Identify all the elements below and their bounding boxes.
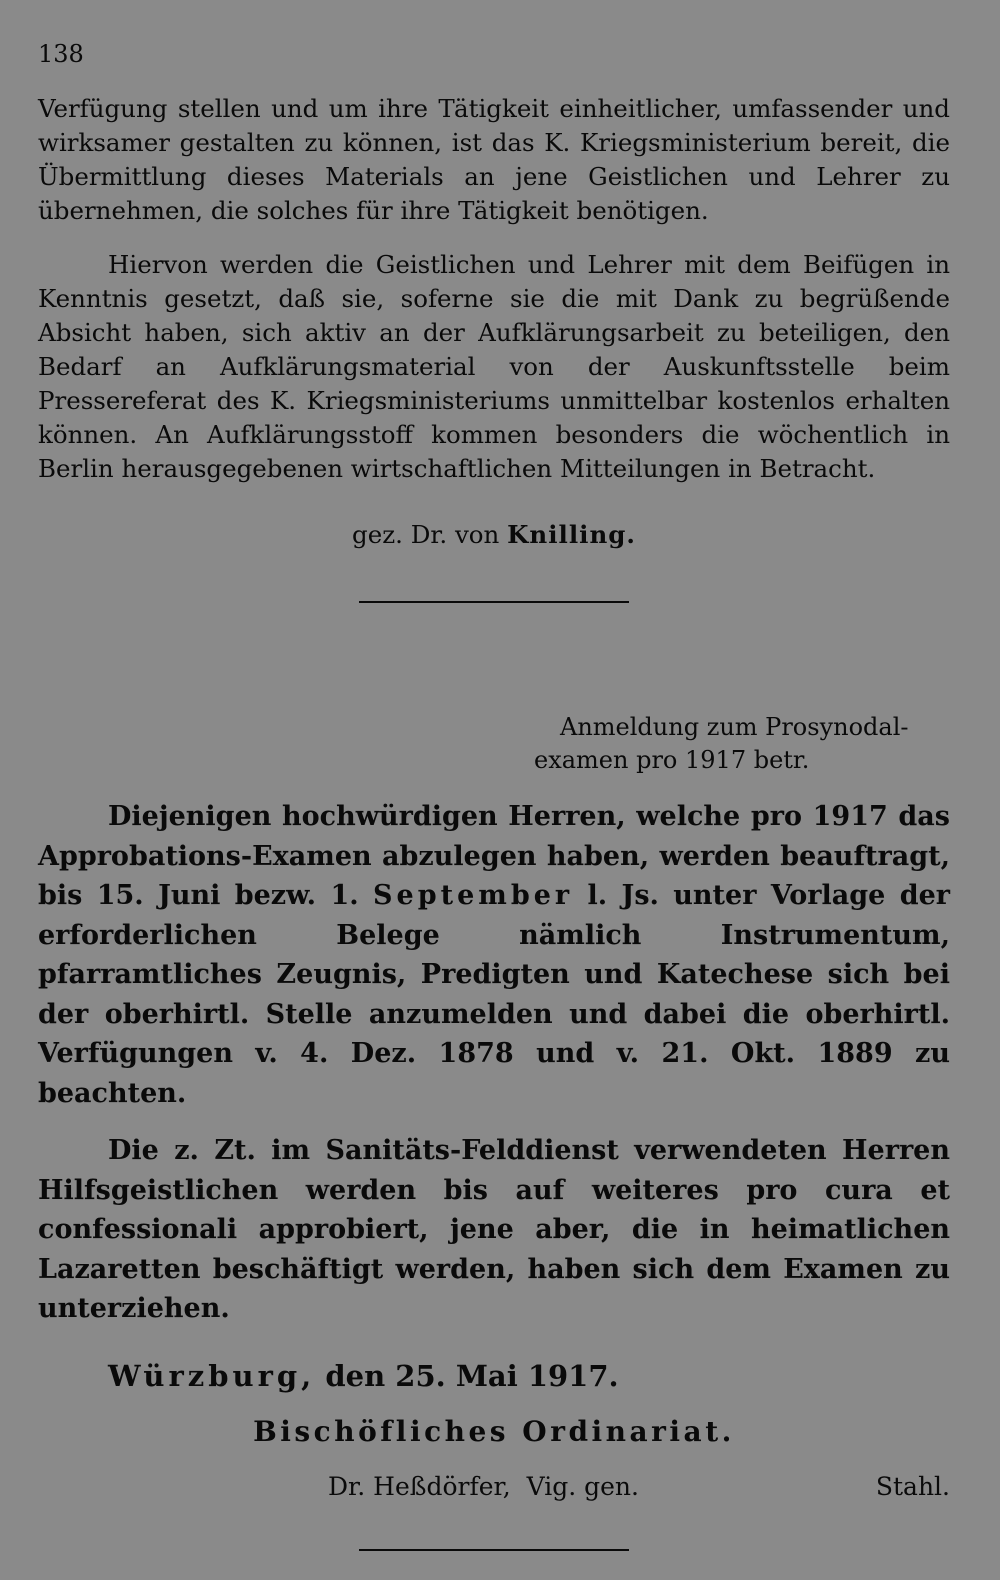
- paragraph-diejenigen: [38, 797, 950, 1113]
- signature-knilling: [38, 520, 950, 549]
- subject-line-2: examen pro 1917 betr.: [534, 746, 810, 774]
- paragraph-diejenigen-part-b: l. Js. unter Vorlage der erforderlichen Belege nämlich Instrumentum, pfarramtliches Zeugnis, Predigten und Katechese sich bei der oberhirtl. Stelle anzumelden und dabei die oberhirtl. Verfügungen v. 4. Dez. 1878 und v. 21. Okt. 1889 zu beachten.: [38, 880, 950, 1109]
- paragraph-sanitaets: Die z. Zt. im Sanitäts-Felddienst verwendeten Herren Hilfsgeistlichen werden bis auf weiteres pro cura et confessionali approbiert, jene aber, die in heimatlichen Lazaretten beschäftigt werden, haben sich dem Examen zu unterziehen.: [38, 1135, 950, 1324]
- divider-rule: [359, 601, 629, 603]
- signer-left-name: Dr. Heßdörfer,: [328, 1471, 511, 1501]
- signer-right: Stahl.: [875, 1471, 950, 1501]
- paragraph-verfuegung: Verfügung stellen und um ihre Tätigkeit einheitlicher, umfassender und wirksamer gestalten zu können, ist das K. Kriegsministerium bereit, die Übermittlung dieses Materials an jene Geistlichen und Lehrer zu übernehmen, die solches für ihre Tätigkeit benötigen.: [38, 94, 950, 225]
- date-line: [38, 1359, 950, 1393]
- paragraph-diejenigen-part-a: Diejenigen hochwürdigen Herren, welche pro 1917 das Approbations-Examen abzulegen haben, werden beauftragt, bis 15. Juni bezw. 1.: [38, 801, 950, 911]
- place-name: Würzburg,: [108, 1358, 316, 1393]
- signer-left: [328, 1472, 639, 1501]
- footer-rule: [359, 1549, 629, 1551]
- subject-heading: [534, 711, 920, 777]
- signature-prefix: gez. Dr. von: [352, 520, 500, 549]
- paragraph-diejenigen-month: September: [373, 880, 574, 911]
- date-text: den 25. Mai 1917.: [325, 1358, 619, 1393]
- page-number: 138: [38, 40, 84, 68]
- subject-line-1: Anmeldung zum Prosynodal-: [560, 713, 909, 741]
- signer-left-title: Vig. gen.: [526, 1471, 639, 1501]
- section-kriegsministerium: [38, 92, 950, 486]
- office-name: Bischöfliches Ordinariat.: [253, 1414, 735, 1448]
- document-page: [38, 40, 950, 1551]
- signature-name: Knilling.: [507, 520, 636, 549]
- paragraph-hiervon: Hiervon werden die Geistlichen und Lehrer mit dem Beifügen in Kenntnis gesetzt, daß sie, soferne sie die mit Dank zu begrüßende Absicht haben, sich aktiv an der Aufklärungsarbeit zu beteiligen, den Bedarf an Aufklärungsmaterial von der Auskunftsstelle beim Pressereferat des K. Kriegsministeriums unmittelbar kostenlos erhalten können. An Aufklärungsstoff kommen besonders die wöchentlich in Berlin herausgegebenen wirtschaftlichen Mitteilungen in Betracht.: [38, 250, 950, 483]
- signers-row: [38, 1472, 950, 1501]
